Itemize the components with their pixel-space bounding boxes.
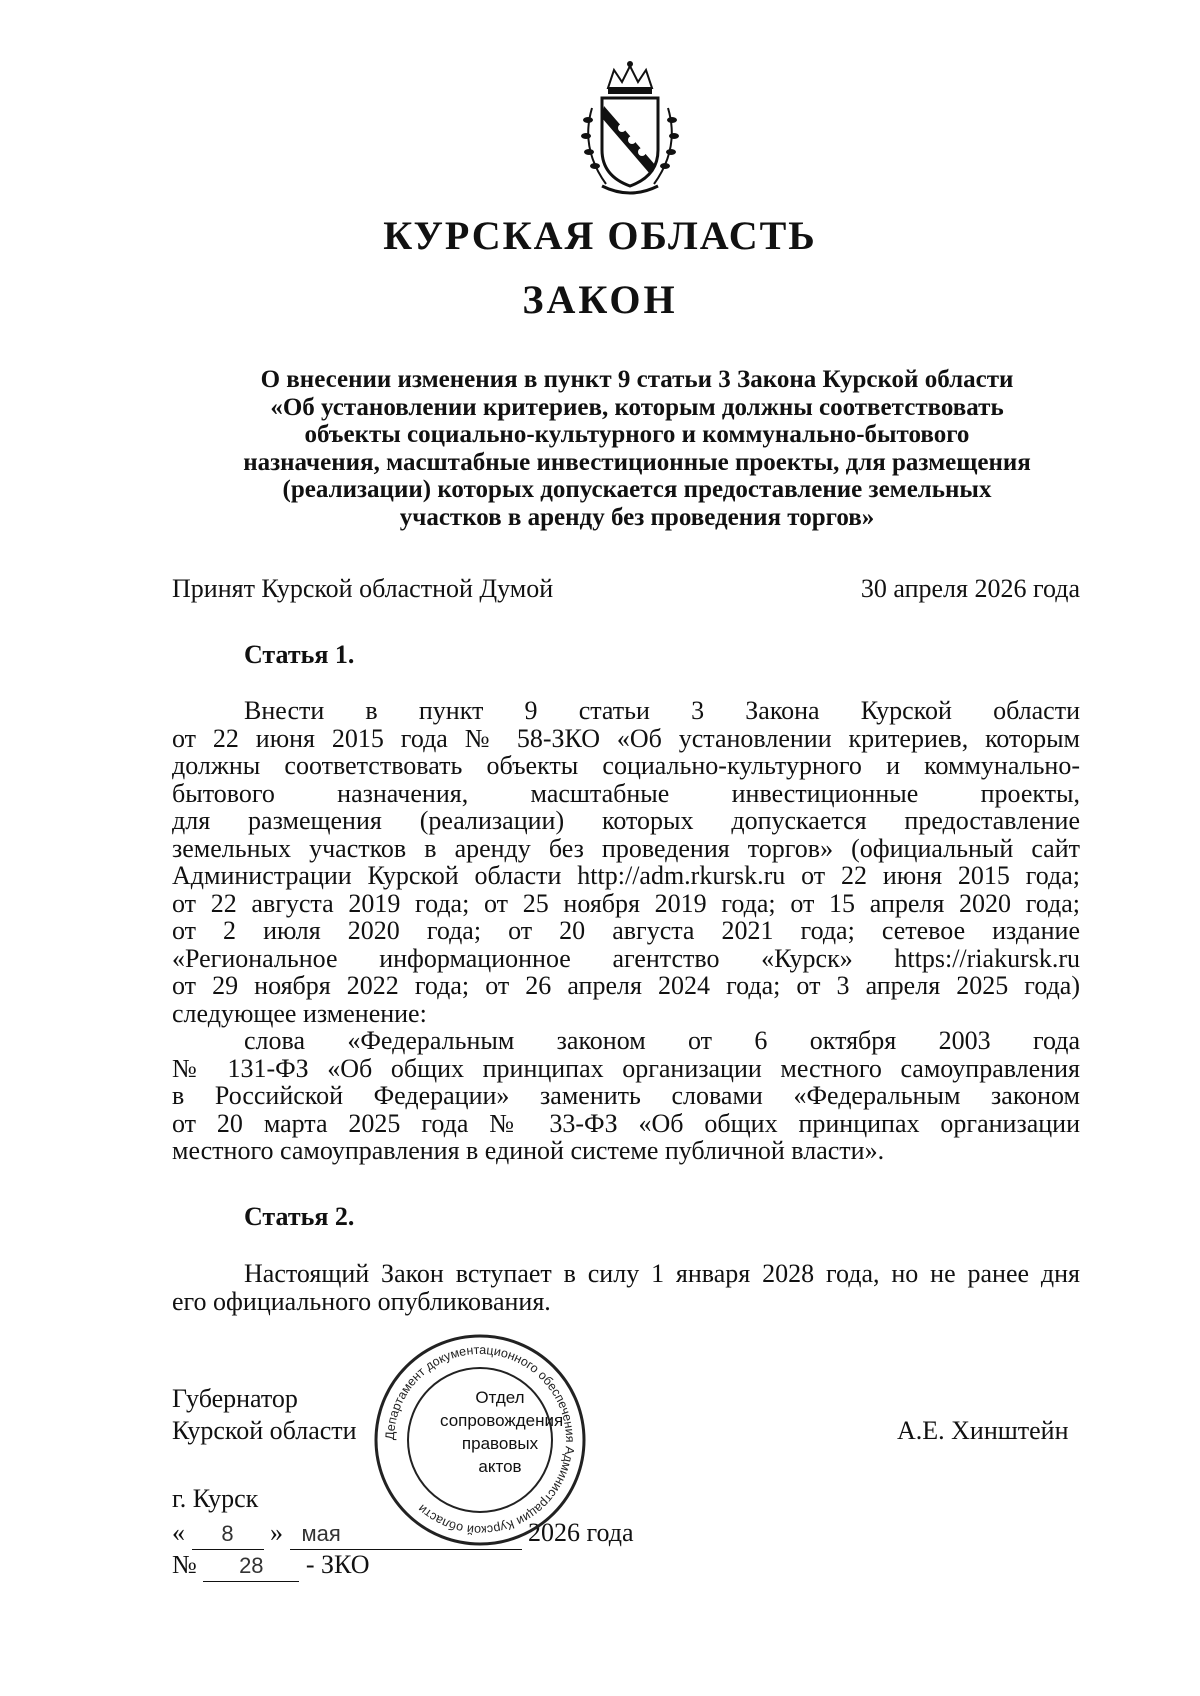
- law-title-line: участков в аренду без проведения торгов»: [399, 503, 875, 531]
- stamp-center-line: сопровождения: [440, 1411, 564, 1430]
- law-title-line: «Об установлении критериев, которым должны соответствовать: [270, 393, 1004, 421]
- body-line: Внести в пункт 9 статьи 3 Закона Курской области: [244, 696, 1080, 725]
- stamp-center-line: актов: [478, 1457, 522, 1476]
- body-line: местного самоуправления в единой системе публичной власти».: [172, 1136, 885, 1165]
- date-close-quote: »: [270, 1518, 283, 1547]
- signer-position-line2: Курской области: [172, 1416, 357, 1445]
- body-line: от 22 августа 2019 года; от 25 ноября 2019 года; от 15 апреля 2020 года;: [172, 888, 1080, 918]
- stamp-center-line: правовых: [461, 1434, 539, 1453]
- adoption-line: [172, 574, 1080, 604]
- date-open-quote: «: [172, 1518, 185, 1547]
- region-name: КУРСКАЯ ОБЛАСТЬ: [383, 213, 817, 258]
- law-title-line: О внесении изменения в пункт 9 статьи 3 Закона Курской области: [260, 366, 1014, 393]
- body-line: для размещения (реализации) которых допускается предоставление: [172, 806, 1080, 835]
- date-month: мая: [290, 1519, 522, 1550]
- law-number: [172, 1550, 369, 1582]
- body-line: его официального опубликования.: [172, 1286, 551, 1316]
- adoption-date: 30 апреля 2026 года: [860, 574, 1080, 603]
- stamp-center-line: Отдел: [475, 1388, 525, 1407]
- document-type: ЗАКОН: [522, 277, 678, 322]
- body-line: слова «Федеральным законом от 6 октября 2003 года: [244, 1026, 1080, 1055]
- body-line: «Региональное информационное агентство «Курск» https://riakursk.ru: [172, 943, 1080, 973]
- body-line: земельных участков в аренду без проведения торгов» (официальный сайт: [172, 833, 1080, 863]
- article-1-heading: Статья 1.: [244, 640, 355, 669]
- date-year: 2026 года: [528, 1518, 634, 1547]
- body-line: от 20 марта 2025 года № 33-ФЗ «Об общих принципах организации: [172, 1108, 1080, 1138]
- city: г. Курск: [172, 1484, 259, 1513]
- body-line: следующее изменение:: [172, 998, 427, 1028]
- law-title-line: назначения, масштабные инвестиционные проекты, для размещения: [243, 448, 1031, 476]
- article-2-heading: Статья 2.: [244, 1202, 355, 1231]
- body-line: должны соответствовать объекты социально-культурного и коммунально-: [172, 751, 1080, 780]
- body-line: бытового назначения, масштабные инвестиционные проекты,: [172, 778, 1080, 808]
- law-title-line: (реализации) которых допускается предоставление земельных: [282, 476, 992, 503]
- number-prefix: №: [172, 1550, 197, 1579]
- stamp-ring-text: Департамент документационного обеспечения Администрации Курской области: [382, 1342, 578, 1538]
- article-2-body: [172, 1260, 1080, 1315]
- coat-of-arms-icon: [562, 58, 698, 200]
- adopted-by: Принят Курской областной Думой: [172, 574, 554, 603]
- signer-name: А.Е. Хинштейн: [897, 1416, 1069, 1445]
- body-line: в Российской Федерации» заменить словами «Федеральным законом: [172, 1081, 1080, 1110]
- law-title-line: объекты социально-культурного и коммунально-бытового: [304, 421, 970, 448]
- body-line: Администрации Курской области http://adm.rkursk.ru от 22 июня 2015 года;: [172, 861, 1080, 890]
- body-line: Настоящий Закон вступает в силу 1 января 2028 года, но не ранее дня: [244, 1259, 1080, 1288]
- date-day: 8: [192, 1519, 264, 1550]
- number-suffix: - ЗКО: [305, 1550, 370, 1579]
- body-line: от 29 ноября 2022 года; от 26 апреля 2024 года; от 3 апреля 2025 года): [172, 971, 1080, 1000]
- signer-position-line1: Губернатор: [172, 1384, 298, 1413]
- number-value: 28: [203, 1551, 299, 1582]
- law-title: [172, 366, 1102, 531]
- body-line: от 22 июня 2015 года № 58-ЗКО «Об установлении критериев, которым: [172, 723, 1080, 753]
- body-line: № 131-ФЗ «Об общих принципах организации местного самоуправления: [172, 1053, 1080, 1083]
- article-1-body: [172, 697, 1080, 1165]
- body-line: от 2 июля 2020 года; от 20 августа 2021 года; сетевое издание: [172, 916, 1080, 945]
